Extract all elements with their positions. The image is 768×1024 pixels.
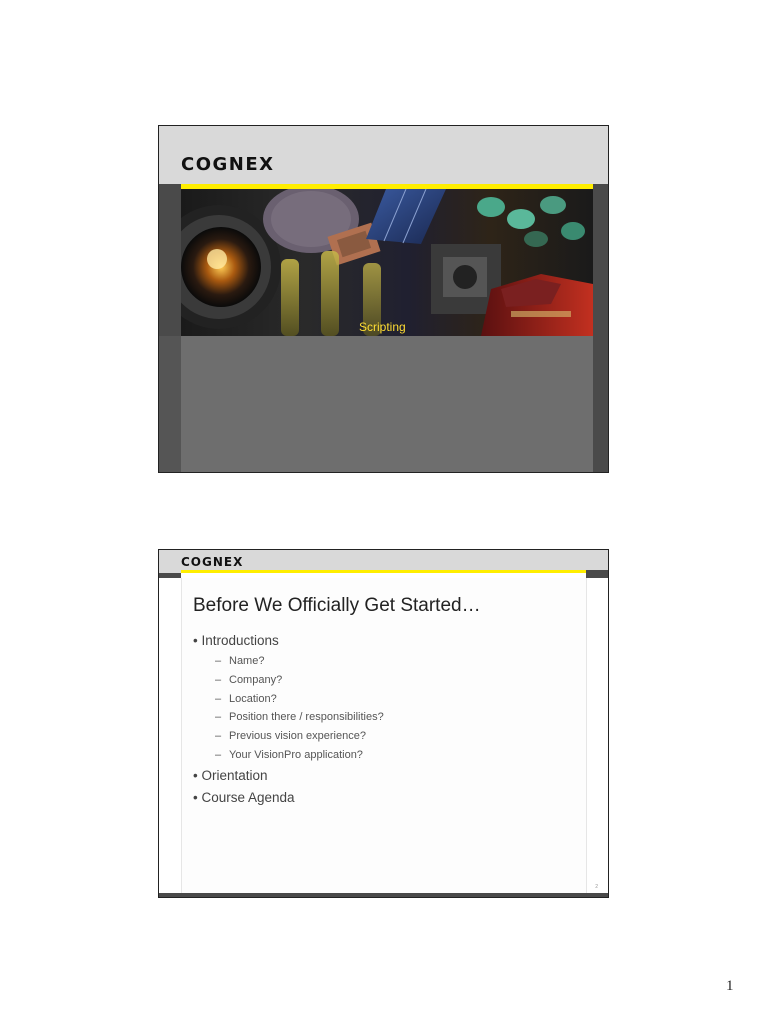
- sub-bullet-list: [215, 652, 384, 765]
- cognex-logo: COGNEX: [181, 154, 275, 175]
- slide-title: Before We Officially Get Started…: [193, 595, 481, 616]
- sub-bullet-item: – Location?: [215, 690, 384, 709]
- bullet-list: [193, 630, 384, 809]
- page-number: 1: [726, 978, 734, 994]
- dash-symbol: –: [215, 655, 222, 667]
- sub-bullet-item: – Name?: [215, 652, 384, 671]
- collage-image: [181, 189, 593, 336]
- bullet-item: [193, 630, 384, 765]
- dash-symbol: –: [215, 673, 222, 686]
- left-side-bar-lower: [159, 336, 181, 473]
- bullet-text: Orientation: [201, 767, 268, 783]
- dash-symbol: –: [215, 711, 222, 724]
- agenda-slide: [158, 549, 609, 898]
- bullet-symbol: •: [193, 633, 198, 648]
- sub-bullet-item: – Your VisionPro application?: [215, 746, 384, 765]
- slide-number: 2: [595, 884, 598, 890]
- bullet-text: Introductions: [201, 633, 279, 648]
- right-margin-line: [586, 578, 587, 894]
- bullet-text: Course Agenda: [201, 789, 295, 805]
- right-side-bar: [593, 184, 609, 473]
- dash-symbol: –: [215, 692, 222, 705]
- bottom-bar: [159, 893, 608, 897]
- bullet-symbol: •: [193, 789, 198, 805]
- bullet-item: [193, 787, 384, 809]
- slide-body-area: [181, 336, 593, 473]
- right-side-bar: [586, 570, 609, 578]
- accent-bar: [181, 570, 586, 573]
- left-margin-line: [181, 578, 182, 894]
- banner-photo-collage: [181, 189, 593, 336]
- dash-symbol: –: [215, 748, 222, 761]
- dash-symbol: –: [215, 730, 222, 743]
- left-side-bar: [159, 573, 181, 578]
- title-slide: [158, 125, 609, 473]
- cognex-logo: COGNEX: [181, 555, 244, 569]
- sub-bullet-item: – Company?: [215, 671, 384, 690]
- sub-bullet-item: – Previous vision experience?: [215, 727, 384, 746]
- sub-bullet-item: – Position there / responsibilities?: [215, 708, 384, 727]
- bullet-symbol: •: [193, 767, 198, 783]
- slide-subtitle: Scripting: [359, 320, 406, 334]
- bullet-item: [193, 765, 384, 787]
